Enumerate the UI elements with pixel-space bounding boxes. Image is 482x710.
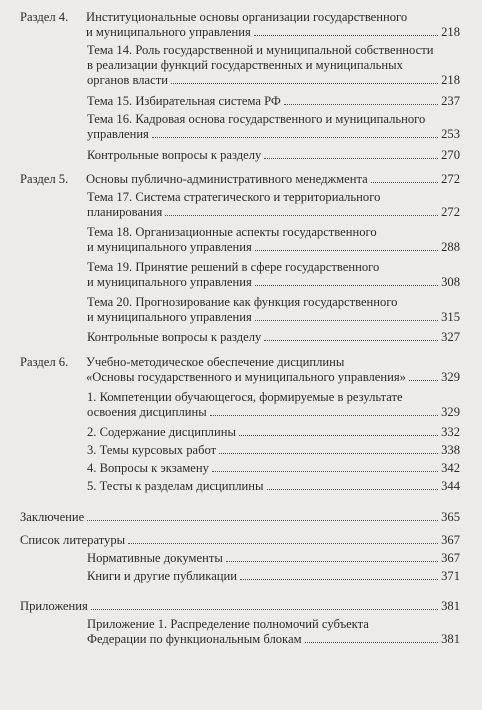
page-number: 270 [441,148,460,162]
page-number: 315 [441,310,460,324]
dot-leader [264,158,438,159]
toc-entry-text: Тема 19. Принятие решений в сфере государственного [87,260,380,274]
toc-entry-text: Учебно-методическое обеспечение дисциплины [86,355,345,369]
dot-leader [264,340,438,341]
toc-entry[interactable] [87,295,460,325]
toc-entry[interactable] [20,533,460,548]
toc-entry-text: Основы публично-административного менеджмента [86,172,368,186]
page-number: 329 [441,370,460,384]
toc-line-last [86,172,460,187]
section-number: Раздел 6. [20,355,69,369]
toc-entry-text: 4. Вопросы к экзамену [87,461,209,475]
toc-entry-text: 1. Компетенции обучающегося, формируемые в результате [87,390,403,404]
section-number: Раздел 5. [20,172,69,186]
toc-entry-text: освоения дисциплины [87,405,207,419]
dot-leader [219,453,438,454]
page-number: 338 [441,443,460,457]
dot-leader [409,380,438,381]
toc-entry-text: «Основы государственного и муниципального управления» [86,370,406,384]
section-title-block [86,10,460,40]
dot-leader [240,579,438,580]
toc-entry[interactable] [87,330,460,345]
toc-line-last [87,73,460,88]
page-number: 327 [441,330,460,344]
toc-entry-text: 5. Тесты к разделам дисциплины [87,479,264,493]
toc-entry-text: Контрольные вопросы к разделу [87,330,262,344]
toc-entry-text: Тема 20. Прогнозирование как функция государственного [87,295,398,309]
toc-entry[interactable] [87,443,460,458]
page-number: 288 [441,240,460,254]
toc-entry-text: Приложения [20,599,88,613]
section-row [20,172,460,187]
toc-line-last [87,127,460,142]
toc-entry[interactable] [87,425,460,440]
dot-leader [239,435,438,436]
page-number: 329 [441,405,460,419]
toc-entry[interactable] [20,172,460,187]
dot-leader [165,215,438,216]
page-number: 381 [441,632,460,646]
toc-entry-text: Заключение [20,510,85,524]
page-number: 272 [441,172,460,186]
dot-leader [91,609,438,610]
page-number: 332 [441,425,460,439]
toc-entry[interactable] [87,112,460,142]
toc-line-last [87,425,460,440]
dot-leader [87,520,438,521]
toc-line-last [20,533,460,548]
page-number: 371 [441,569,460,583]
dot-leader [284,104,438,105]
page-number: 344 [441,479,460,493]
dot-leader [371,182,438,183]
toc-entry[interactable] [20,510,460,525]
toc-line-last [87,479,460,494]
toc-entry[interactable] [87,260,460,290]
toc-entry[interactable] [87,390,460,420]
dot-leader [171,83,438,84]
toc-entry-text: 3. Темы курсовых работ [87,443,217,457]
toc-line-last [87,632,460,647]
toc-entry-text: Тема 17. Система стратегического и территориального [87,190,381,204]
toc-entry[interactable] [20,355,460,385]
section-row [20,10,460,40]
toc-line-last [87,551,460,566]
toc-line-last [87,205,460,220]
toc-line-last [87,148,460,163]
toc-entry-text: и муниципального управления [87,275,252,289]
toc-line-last [20,510,460,525]
toc-line-last [87,330,460,345]
toc-entry-text: 2. Содержание дисциплины [87,425,236,439]
toc-entry[interactable] [87,569,460,584]
toc-entry-text: и муниципального управления [87,310,252,324]
dot-leader [210,415,438,416]
toc-line-last [20,599,460,614]
toc-entry-text: и муниципального управления [87,240,252,254]
dot-leader [152,137,438,138]
toc-line-last [87,240,460,255]
toc-line-last [87,461,460,476]
toc-entry-text: Тема 16. Кадровая основа государственного и муниципального [87,112,426,126]
page-number: 342 [441,461,460,475]
toc-line-last [87,275,460,290]
dot-leader [255,285,438,286]
toc-entry[interactable] [20,10,460,40]
section-title-block [86,172,460,187]
toc-line-last [87,569,460,584]
toc-entry-text: Список литературы [20,533,126,547]
toc-entry-text: Федерации по функциональным блокам [87,632,302,646]
dot-leader [254,35,438,36]
toc-entry[interactable] [20,599,460,614]
toc-line-last [87,94,460,109]
section-title-block [86,355,460,385]
toc-entry-text: планирования [87,205,163,219]
page-number: 367 [441,551,460,565]
dot-leader [255,250,438,251]
page-number: 218 [441,73,460,87]
toc-line-last [87,443,460,458]
toc-entry[interactable] [87,479,460,494]
dot-leader [255,320,438,321]
toc-entry[interactable] [87,148,460,163]
toc-line-last [87,405,460,420]
toc-entry[interactable] [87,225,460,255]
page-number: 308 [441,275,460,289]
dot-leader [212,471,438,472]
toc-entry-text: Нормативные документы [87,551,223,565]
toc-entry[interactable] [87,94,460,109]
toc-entry-text: Тема 14. Роль государственной и муниципальной собственности [87,43,434,57]
section-row [20,355,460,385]
toc-entry-text: в реализации функций государственных и муниципальных [87,58,403,72]
toc-line-last [86,25,460,40]
toc-entry[interactable] [87,461,460,476]
dot-leader [305,642,439,643]
toc-entry-text: Контрольные вопросы к разделу [87,148,262,162]
dot-leader [226,561,438,562]
toc-entry-text: и муниципального управления [86,25,251,39]
page-number: 237 [441,94,460,108]
page-number: 253 [441,127,460,141]
toc-entry[interactable] [87,551,460,566]
page-number: 272 [441,205,460,219]
toc-entry[interactable] [87,43,460,88]
toc-entry-text: Книги и другие публикации [87,569,238,583]
toc-entry-text: органов власти [87,73,168,87]
dot-leader [267,489,439,490]
toc-entry-text: Институциональные основы организации государственного [86,10,408,24]
toc-line-last [87,310,460,325]
toc-entry[interactable] [87,190,460,220]
toc-entry-text: Приложение 1. Распределение полномочий субъекта [87,617,369,631]
page-number: 218 [441,25,460,39]
section-number: Раздел 4. [20,10,69,24]
toc-line-last [86,370,460,385]
page-number: 365 [441,510,460,524]
page-number: 367 [441,533,460,547]
toc-entry-text: управления [87,127,149,141]
toc-entry-text: Тема 18. Организационные аспекты государственного [87,225,377,239]
toc-entry-text: Тема 15. Избирательная система РФ [87,94,281,108]
toc-entry[interactable] [87,617,460,647]
page-number: 381 [441,599,460,613]
dot-leader [128,543,438,544]
